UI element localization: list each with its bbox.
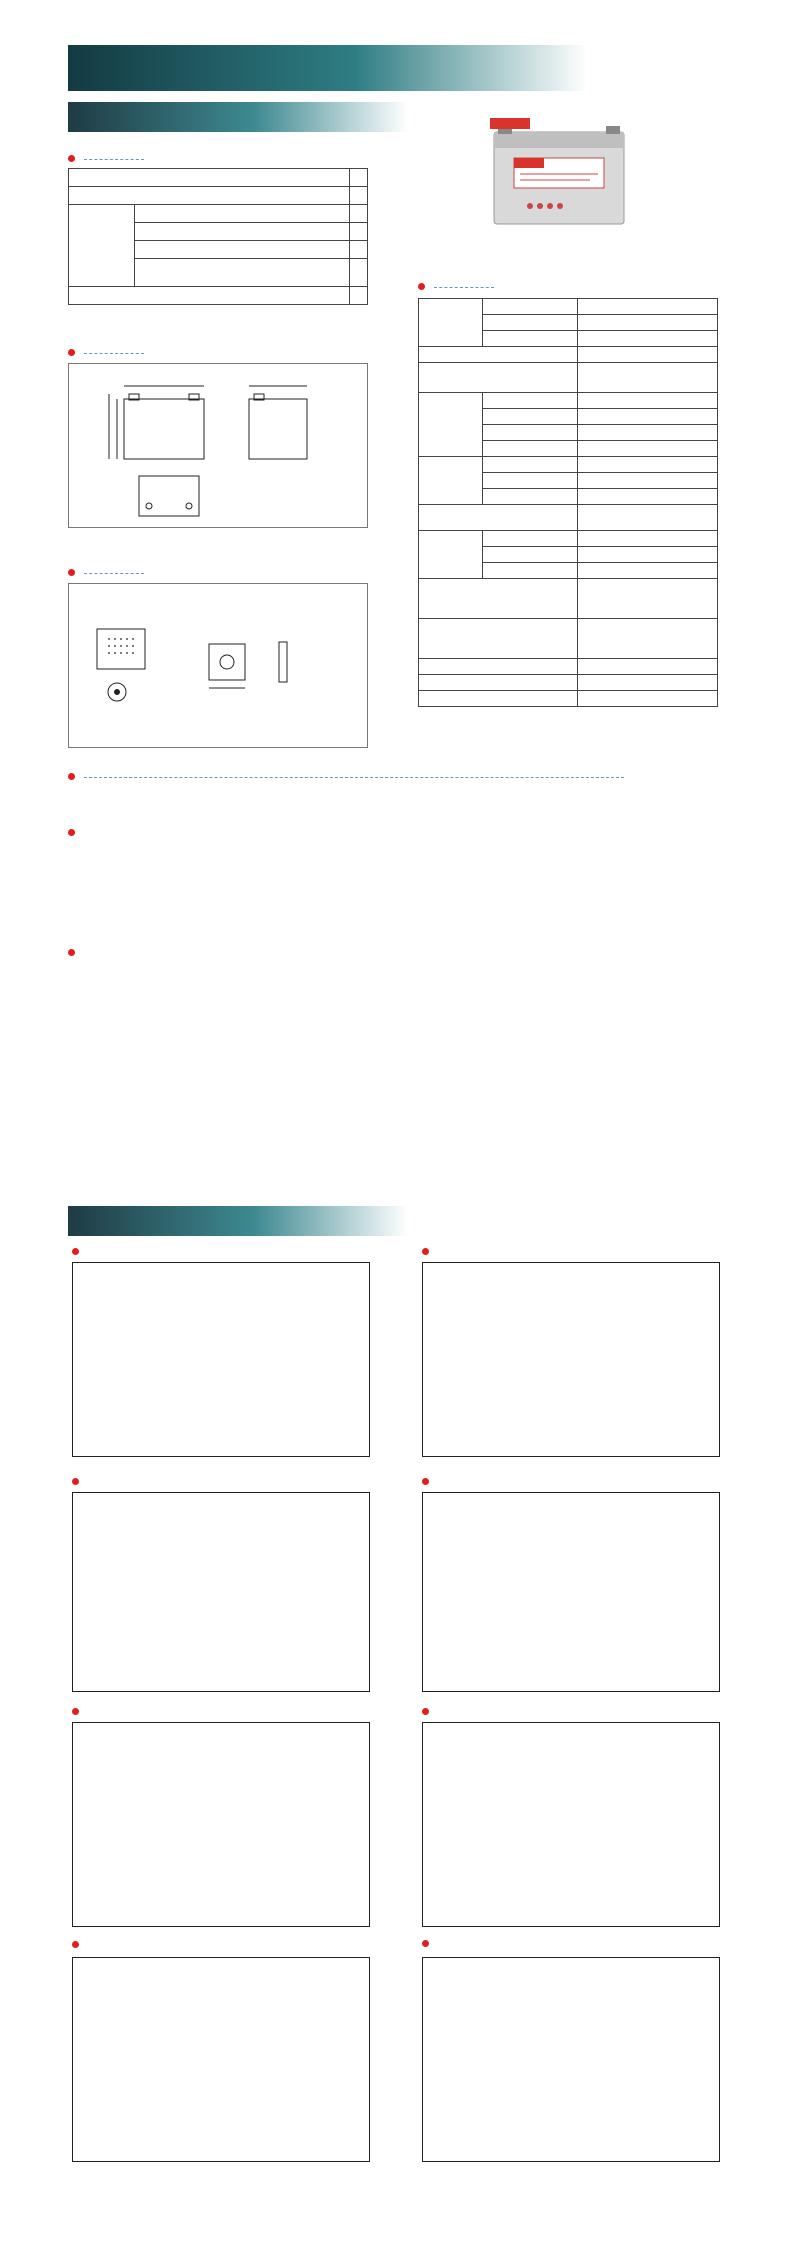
chart-charging-voltage xyxy=(422,1957,720,2162)
chart-floating-life xyxy=(72,1722,370,1927)
spec-table xyxy=(68,168,368,305)
section-charging-chars xyxy=(422,1245,434,1259)
chart-charging xyxy=(422,1262,720,1457)
section-self-discharge xyxy=(422,1475,434,1489)
chart-cycle-life xyxy=(422,1722,720,1927)
outer-dimensions-drawing xyxy=(68,363,368,528)
section-construction xyxy=(68,770,624,784)
chart-ocv xyxy=(72,1957,370,2162)
section-characteristics xyxy=(418,280,494,294)
header-band xyxy=(68,45,588,91)
terminal-drawing xyxy=(68,583,368,748)
section-cycle-life xyxy=(422,1705,434,1719)
section-discharge-chars xyxy=(72,1245,84,1259)
characteristics-table xyxy=(418,298,718,707)
chart-self-discharge xyxy=(422,1492,720,1692)
section-floating-life xyxy=(72,1705,84,1719)
section-ccd xyxy=(68,826,80,840)
section-ocv xyxy=(72,1940,84,1952)
section-specifications xyxy=(68,152,144,166)
battery-image xyxy=(490,118,628,228)
model-bar xyxy=(68,102,408,132)
section-terminal-type xyxy=(68,566,144,580)
section-outer-dimensions xyxy=(68,346,144,360)
section-cpd xyxy=(68,946,80,960)
model-bar-2 xyxy=(68,1206,408,1236)
chart-discharge xyxy=(72,1262,370,1457)
section-charging-voltage xyxy=(422,1940,434,1951)
section-temp-effects xyxy=(72,1475,84,1489)
chart-temp-effects xyxy=(72,1492,370,1692)
